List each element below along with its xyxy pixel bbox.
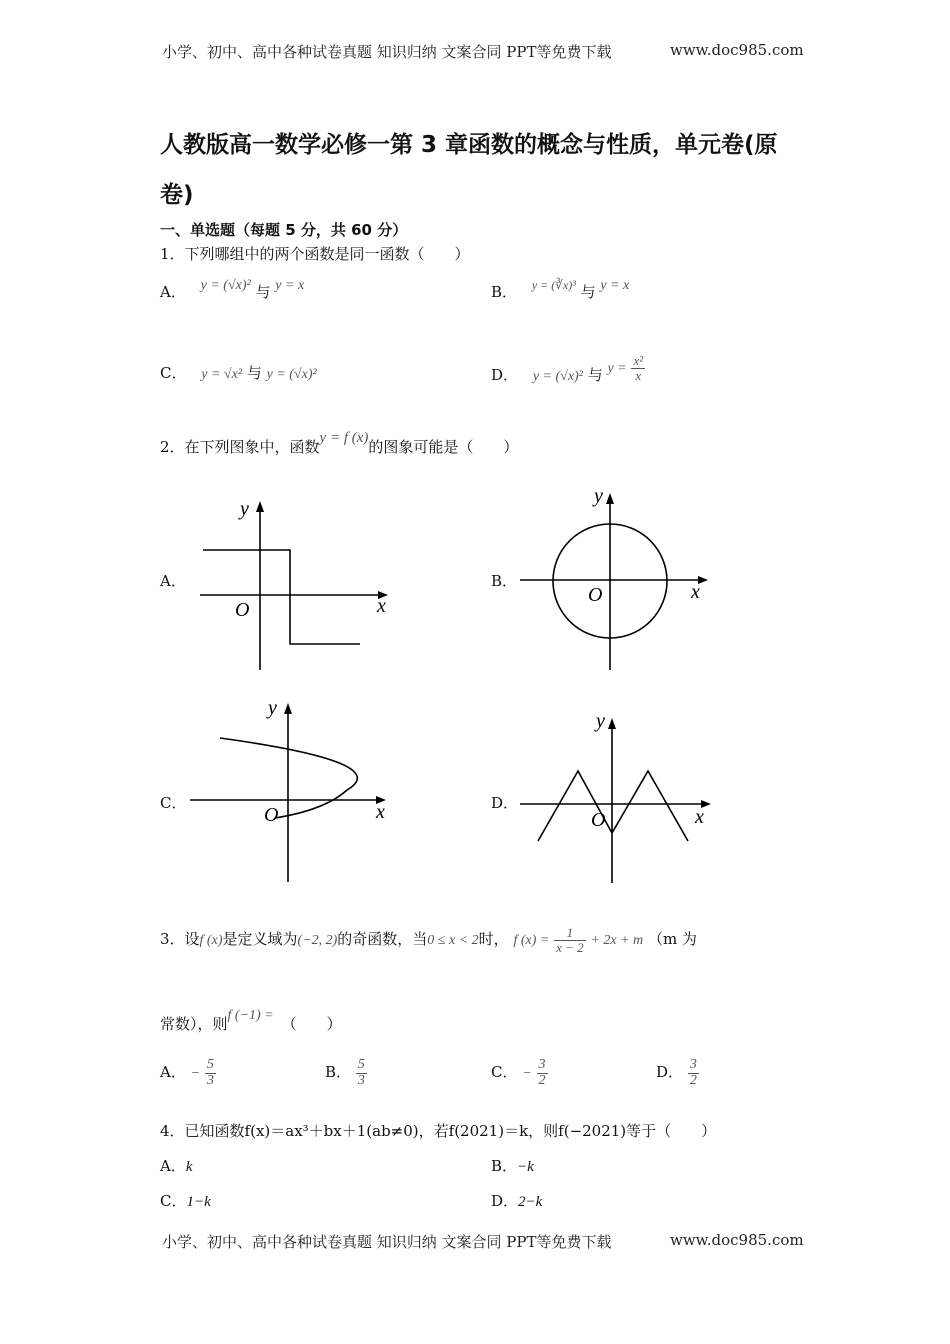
q3-eq-fraction xyxy=(554,926,586,954)
q3-eq-numerator: 1 xyxy=(554,926,586,941)
graph-c-y-label: y xyxy=(268,700,277,719)
q2-stem xyxy=(160,430,519,457)
q1-option-d-conn: 与 xyxy=(587,366,603,385)
q3-option-a-fraction xyxy=(205,1058,216,1088)
graph-a-y-label: y xyxy=(240,498,249,520)
q3-line2-a: 常数），则 xyxy=(160,1015,228,1033)
q1-option-d-fraction xyxy=(631,354,645,382)
q1-option-d-label: D． xyxy=(491,366,519,385)
q1-option-b-f1: y = (∛x)³ xyxy=(531,278,576,292)
q3-line2-b: （ ） xyxy=(281,1015,342,1033)
q3-option-c-den: 2 xyxy=(538,1072,546,1088)
graph-a-y-arrow xyxy=(256,501,264,512)
q1-option-a-f2: y = x xyxy=(275,278,305,293)
q3-option-b-label: B． xyxy=(325,1063,352,1082)
q1-option-c-conn: 与 xyxy=(246,364,262,382)
q3-option-a[interactable] xyxy=(160,1058,216,1088)
q3-domain: (−2, 2) xyxy=(297,933,338,949)
footer-text: 小学、初中、高中各种试卷真题 知识归纳 文案合同 PPT等免费下载 xyxy=(162,1233,612,1251)
q2-option-c-label[interactable]: C． xyxy=(160,794,187,812)
q3-option-d-label: D． xyxy=(656,1063,684,1082)
graph-a-x-label: x xyxy=(377,595,386,617)
q3-option-a-label: A． xyxy=(160,1063,186,1082)
q3-option-a-den: 3 xyxy=(206,1072,214,1088)
q2-graph-b[interactable] xyxy=(515,480,725,680)
graph-c-y-arrow xyxy=(284,703,292,714)
q1-option-d[interactable] xyxy=(491,353,645,390)
graph-c-origin-label: O xyxy=(264,804,279,826)
q3-p5: （m 为 xyxy=(647,930,697,949)
q3-p4: 时， xyxy=(478,930,509,949)
graph-d-origin-label: O xyxy=(591,809,606,831)
q3-option-d-fraction xyxy=(688,1058,699,1088)
q3-p2: 是定义域为 xyxy=(222,930,298,949)
page-title-line2: 卷) xyxy=(160,182,194,208)
q1-stem: 1．下列哪组中的两个函数是同一函数（ ） xyxy=(160,245,470,263)
q2-option-b-label[interactable]: B． xyxy=(491,572,518,590)
graph-b-y-arrow xyxy=(606,493,614,504)
q3-stem xyxy=(160,926,697,954)
q3-option-d-num: 3 xyxy=(689,1057,697,1072)
q3-p3: 的奇函数，当 xyxy=(337,930,428,949)
q1-option-a-f1: y = (√x)² xyxy=(200,278,251,293)
page-title-line1: 人教版高一数学必修一第 3 章函数的概念与性质，单元卷(原 xyxy=(160,132,778,158)
q3-option-c-fraction xyxy=(537,1058,548,1088)
graph-b-y-label: y xyxy=(594,485,603,507)
q1-option-b-label: B． xyxy=(491,283,518,301)
graph-c-svg xyxy=(185,700,405,890)
q2-stem-f: y = f (x) xyxy=(319,430,369,446)
q4-option-d-text: 2−k xyxy=(518,1194,543,1210)
q4-option-b[interactable] xyxy=(491,1155,534,1176)
q2-graph-a[interactable] xyxy=(185,485,405,675)
q4-option-c-text: 1−k xyxy=(186,1194,211,1210)
q3-option-c-sign: − xyxy=(522,1066,532,1082)
graph-d-curve xyxy=(538,771,688,841)
q3-p1: 3．设 xyxy=(160,930,200,949)
q1-option-a-label: A． xyxy=(160,283,186,301)
q3-fx: f (x) xyxy=(199,933,223,949)
q3-option-d[interactable] xyxy=(656,1058,699,1088)
q3-option-a-num: 5 xyxy=(206,1057,214,1072)
q2-option-d-label[interactable]: D． xyxy=(491,794,519,812)
q3-option-c-num: 3 xyxy=(538,1057,546,1072)
q3-option-b-num: 5 xyxy=(357,1057,365,1072)
q3-stem-line2 xyxy=(160,1008,342,1034)
graph-a-origin-label: O xyxy=(235,599,250,621)
q1-option-a[interactable] xyxy=(160,278,305,302)
graph-a-curve xyxy=(203,550,360,644)
q4-option-b-text: −k xyxy=(517,1159,534,1175)
graph-c-x-label: x xyxy=(376,801,385,823)
header-text: 小学、初中、高中各种试卷真题 知识归纳 文案合同 PPT等免费下载 xyxy=(162,43,612,61)
q3-eq-lhs: f (x) = xyxy=(513,933,550,949)
graph-b-svg xyxy=(515,480,725,680)
q2-graph-c[interactable] xyxy=(185,700,405,890)
q2-stem-b: 的图象可能是（ ） xyxy=(368,438,519,456)
graph-d-svg xyxy=(515,705,725,890)
q1-option-a-conn: 与 xyxy=(255,283,271,301)
q4-option-d[interactable] xyxy=(491,1190,542,1211)
header-url[interactable]: www.doc985.com xyxy=(670,41,804,59)
q3-option-d-den: 2 xyxy=(689,1072,697,1088)
graph-d-x-label: x xyxy=(695,806,704,828)
q2-option-a-label[interactable]: A． xyxy=(160,572,186,590)
q3-option-c-label: C． xyxy=(491,1063,518,1082)
q3-option-b-fraction xyxy=(356,1058,367,1088)
q1-option-d-numerator: x² xyxy=(633,353,644,368)
q1-option-d-f1: y = (√x)² xyxy=(532,369,583,385)
q4-option-b-label: B． xyxy=(491,1157,518,1175)
q4-option-c[interactable] xyxy=(160,1190,211,1211)
q3-condition: 0 ≤ x < 2 xyxy=(427,933,479,949)
q4-option-a-text: k xyxy=(185,1159,193,1175)
q4-option-a[interactable] xyxy=(160,1155,193,1176)
q3-line2-f: f (−1) = xyxy=(227,1008,274,1023)
q1-option-c[interactable] xyxy=(160,362,317,383)
graph-b-origin-label: O xyxy=(588,584,603,606)
q2-graph-d[interactable] xyxy=(515,705,725,890)
q1-option-d-denominator: x xyxy=(635,367,642,383)
q3-eq-rest: + 2x + m xyxy=(590,933,644,949)
graph-b-x-label: x xyxy=(691,581,700,603)
q3-eq-denominator: x − 2 xyxy=(556,939,584,955)
graph-d-y-arrow xyxy=(608,718,616,729)
q4-option-d-label: D． xyxy=(491,1192,519,1210)
q1-option-c-f1: y = √x² xyxy=(201,367,243,382)
q1-option-b-conn: 与 xyxy=(580,283,596,301)
q1-option-b[interactable] xyxy=(491,278,630,302)
q4-stem: 4．已知函数f(x)＝ax³＋bx＋1(ab≠0)，若f(2021)＝k，则f(−2021)等于（ ） xyxy=(160,1122,717,1140)
q1-option-c-f2: y = (√x)² xyxy=(266,367,317,382)
graph-a-svg xyxy=(185,485,405,675)
q4-option-a-label: A． xyxy=(160,1157,186,1175)
footer-url[interactable]: www.doc985.com xyxy=(670,1231,804,1249)
section-heading: 一、单选题（每题 5 分，共 60 分） xyxy=(160,221,408,239)
q1-option-b-f2: y = x xyxy=(600,278,630,293)
q3-option-a-sign: − xyxy=(190,1066,201,1082)
graph-d-y-label: y xyxy=(596,710,605,732)
q1-option-c-label: C． xyxy=(160,364,187,382)
q3-option-c[interactable] xyxy=(491,1058,548,1088)
q3-option-b-den: 3 xyxy=(357,1072,365,1088)
q1-option-d-f2-lhs: y = xyxy=(607,361,627,377)
q3-option-b[interactable] xyxy=(325,1058,367,1088)
q4-option-c-label: C． xyxy=(160,1192,187,1210)
q2-stem-a: 2．在下列图象中，函数 xyxy=(160,438,320,456)
